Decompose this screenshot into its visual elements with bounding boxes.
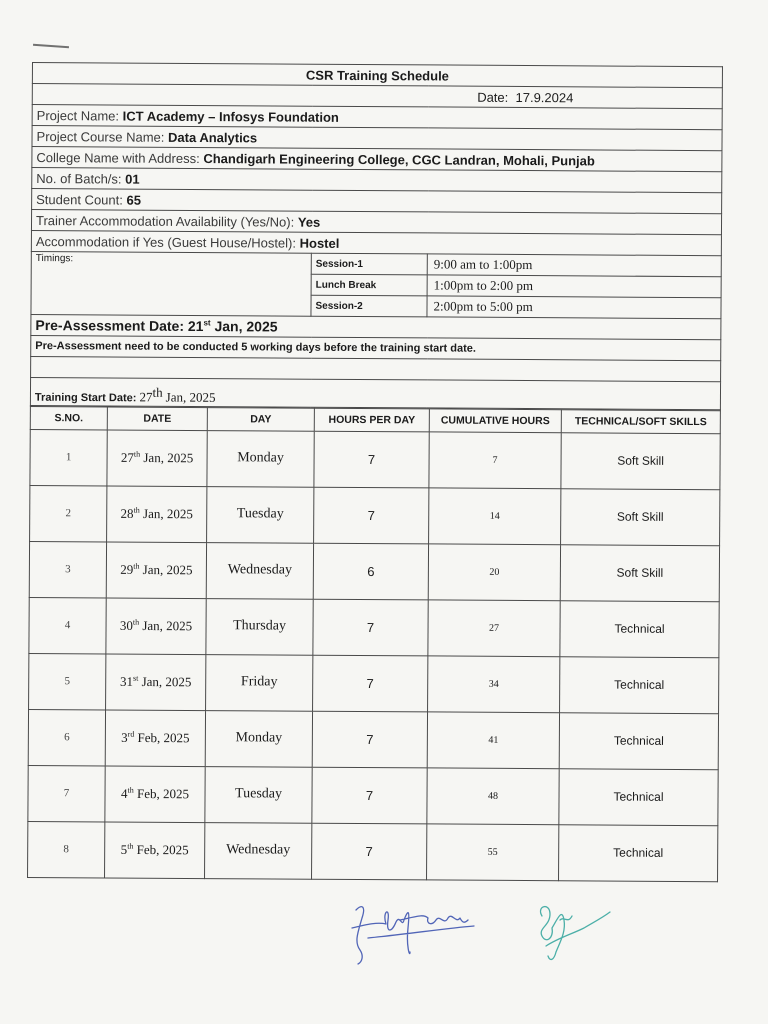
timings-label: Timings: [31, 251, 311, 316]
session-name: Session-1 [311, 253, 427, 275]
date-value: 17.9.2024 [515, 89, 574, 105]
table-row: 5 31st Jan, 2025 Friday 7 34 Technical [29, 653, 719, 713]
page-title: CSR Training Schedule [32, 63, 722, 88]
table-row: 8 5th Feb, 2025 Wednesday 7 55 Technical [28, 821, 718, 881]
table-row: 4 30th Jan, 2025 Thursday 7 27 Technical [29, 597, 719, 657]
table-row: 1 27th Jan, 2025 Monday 7 7 Soft Skill [30, 429, 720, 489]
session-name: Lunch Break [311, 274, 427, 296]
column-header-date: DATE [107, 407, 207, 431]
table-row: 7 4th Feb, 2025 Tuesday 7 48 Technical [28, 765, 718, 825]
table-row: 2 28th Jan, 2025 Tuesday 7 14 Soft Skill [30, 485, 720, 545]
info-accommodation-type: Accommodation if Yes (Guest House/Hostel): Hostel [31, 230, 721, 255]
training-start-date: Training Start Date: 27th Jan, 2025 [30, 377, 720, 409]
info-project-name: Project Name: ICT Academy – Infosys Foundation [32, 105, 722, 130]
schedule-sheet [27, 62, 722, 882]
column-header-hours: HOURS PER DAY [314, 408, 429, 432]
pre-assessment-note: Pre-Assessment need to be conducted 5 working days before the training start date. [31, 335, 721, 360]
header-table [30, 62, 723, 410]
signature-coordinator [528, 898, 618, 968]
info-college: College Name with Address: Chandigarh Engineering College, CGC Landran, Mohali, Punjab [32, 147, 722, 172]
table-row: 6 3rd Feb, 2025 Monday 7 41 Technical [28, 709, 718, 769]
column-header-day: DAY [207, 407, 314, 431]
info-trainer-accommodation: Trainer Accommodation Availability (Yes/No): Yes [31, 210, 721, 235]
info-batches: No. of Batch/s: 01 [32, 168, 722, 193]
schedule-table [27, 406, 721, 882]
pre-assessment-date: Pre-Assessment Date: 21st Jan, 2025 [31, 314, 721, 339]
stray-pen-mark [33, 44, 69, 49]
session-time: 2:00pm to 5:00 pm [427, 296, 721, 319]
column-header-cumulative: CUMULATIVE HOURS [429, 409, 561, 433]
session-name: Session-2 [311, 295, 427, 317]
session-time: 9:00 am to 1:00pm [427, 254, 721, 277]
date-label: Date: [477, 89, 509, 105]
info-student-count: Student Count: 65 [32, 189, 722, 214]
info-course-name: Project Course Name: Data Analytics [32, 126, 722, 151]
signature-trainer [348, 898, 478, 968]
table-row: 3 29th Jan, 2025 Wednesday 6 20 Soft Skill [29, 541, 719, 601]
column-header-sno: S.NO. [30, 406, 107, 429]
column-header-skills: TECHNICAL/SOFT SKILLS [561, 409, 720, 433]
session-time: 1:00pm to 2:00 pm [427, 275, 721, 298]
